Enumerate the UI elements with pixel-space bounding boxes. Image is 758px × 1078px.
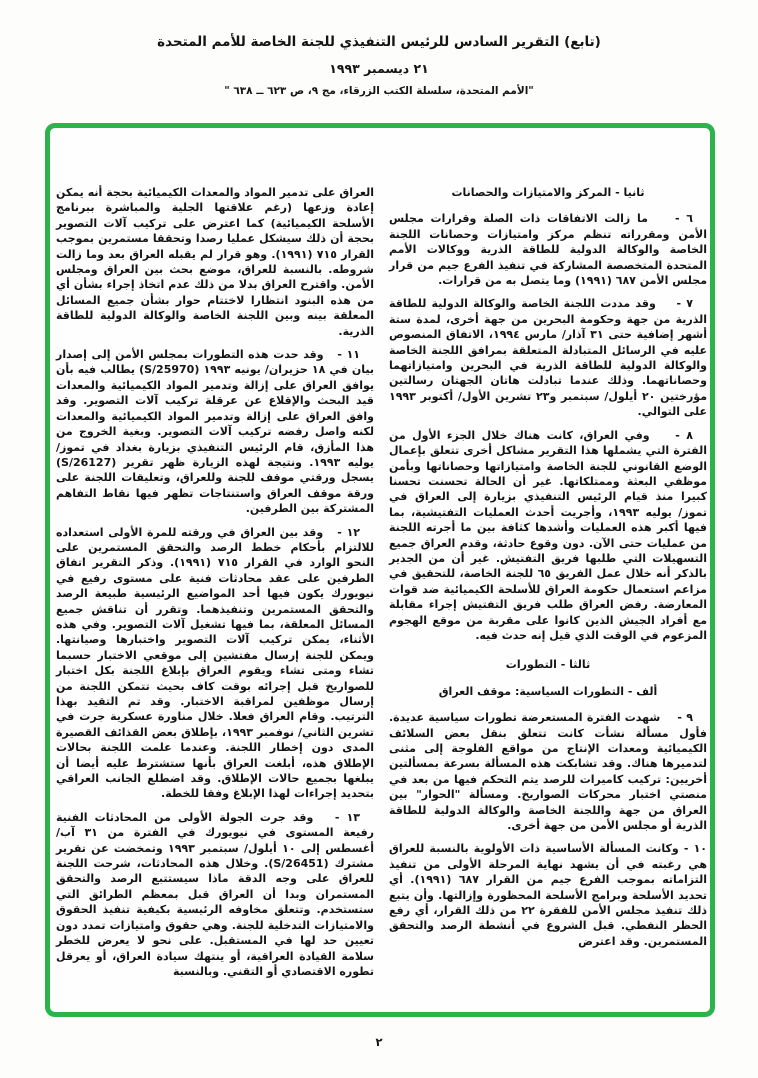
document-date: ٢١ ديسمبر ١٩٩٣	[329, 61, 429, 76]
paragraph-11: ١١ - وقد حدت هذه التطورات بمجلس الأمن إلى إصدار بيان في ١٨ حزيران/ يونيه ١٩٩٣ (S/25970) يطالب فيه بأن يوافق العراق على إزالة وتدمير المواد الكيميائية والمعدات قيد البحث والإقلاع عن عرقلة تركيب آلات التصوير. وقد وافق العراق على إزالة وتدمير المواد الكيميائية والمعدات لكنه واصل رفضه تركيب آلات التصوير. وبغية الخروج من هذا المأزق، قام الرئيس التنفيذي بزيارة بغداد في تموز/ يوليه ١٩٩٣. ونتيجة لهذه الزيارة ظهر تقرير (S/26127) يسجل ورقتي موقف للجنة وللعراق، وتعليقات اللجنة على ورقة موقف العراق واستنتاجات تظهر فيها نقاط التفاهم المشتركة بين الطرفين.	[56, 348, 375, 516]
paragraph-6: ٦ - ما زالت الاتفاقات ذات الصلة وقرارات مجلس الأمن ومقرراته تنظم مركز وامتيازات وحصانات اللجنة الخاصة والوكالة الدولية للطاقة الذرية ووكالات الأمم المتحدة المتخصصة المشاركة في تنفيذ الفرع جيم من قرار مجلس الأمن ٦٨٧ (١٩٩١) وما يتصل به من قرارات.	[389, 212, 707, 288]
paragraph-8: ٨ - وفي العراق، كانت هناك خلال الجزء الأول من الفترة التي يشملها هذا التقرير مشاكل أخرى تتعلق بإعمال الوضع القانوني للجنة الخاصة وامتيازاتها وحصاناتها وبأمن موظفي البعثة وممتلكاتها. غير أن الحالة تحسنت تحسنا كبيرا منذ قيام الرئيس التنفيذي بزيارة إلى العراق في تموز/ يوليه ١٩٩٣، وأجريت أحدث العمليات التفتيشية، بما فيها أكبر هذه العمليات وأشدها كثافة بين ما أجرته اللجنة من عمليات حتى الآن. دون وقوع حادثة، وقدم العراق جميع التسهيلات التي طلبها فريق التفتيش. غير أن من الجدير بالذكر أنه خلال عمل الفريق ٦٥ للجنة الخاصة، للتحقيق في مزاعم استعمال حكومة العراق للأسلحة الكيميائية ضد قوات المعارضة. رفض العراق طلب فريق التفتيش إجراء مقابلة مع أفراد الجيش الذين كانوا على مقربة من موقع الهجوم المزعوم في الوقت الذي قيل إنه حدث فيه.	[389, 428, 707, 642]
page-number: ٢	[375, 1035, 383, 1049]
paragraph-13: ١٣ - وقد جرت الجولة الأولى من المحادثات الفنية رفيعة المستوى في نيويورك في الفترة من ٣١ آب/ أغسطس إلى ١٠ أيلول/ سبتمبر ١٩٩٣ وتمخضت عن تقرير مشترك (S/26451). وخلال هذه المحادثات، شرحت اللجنة للعراق على وجه الدقة ماذا سيستتبع الرصد والتحقق المستمران وبدا أن العراق قبل بمعظم الطرائق التي ستستخدم. وتتعلق مخاوفه الرئيسية بكيفية تنفيذ الحقوق والامتيازات التدخلية للجنة. وهي حقوق وامتيازات تمدد دون تعيين حد لها في المستقبل. على نحو لا يعرض للخطر سلامة القيادة العراقية، أو ينتهك سيادة العراق، أو يعرقل تطوره الاقتصادي أو التقني. وبالنسبة	[56, 810, 375, 978]
document-source-citation: "الأمم المتحدة، سلسلة الكتب الزرقاء، مج ٩، ص ٦٢٣ ــ ٦٣٨ "	[224, 85, 534, 97]
two-column-layout	[56, 185, 708, 987]
paragraph-10-continuation: العراق على تدمير المواد والمعدات الكيميائية بحجة أنه يمكن إعادة وزعها (رغم علاقتها الجلية والمباشرة ببرنامج الأسلحة الكيميائية) كما اعترض على تركيب آلات التصوير بحجة أن ذلك سيشكل عمليا رصدا وتحققا مستمرين بموجب القرار ٧١٥ (١٩٩١). وهو قرار لم يقبله العراق بعد وما زالت شروطه. بالنسبة للعراق، موضع بحث بين العراق ومجلس الأمن. واقترح العراق بدلا من ذلك عدم اتخاذ إجراء بشأن أي من هذه البنود انتظارا لاختتام حوار بشأن جميع المسائل المعلقة بينه وبين اللجنة الخاصة والوكالة الدولية للطاقة الذرية.	[56, 186, 375, 338]
paragraph-9: ٩ - شهدت الفترة المستعرضة تطورات سياسية عديدة. فأول مسألة نشأت كانت تتعلق بنقل بعض السلائف الكيميائية ومعدات الإنتاج من مواقع الفلوجة إلى مثنى لتدميرها هناك. وقد تشابكت هذه المسألة بسرعة بمسألتين أخريين: تركيب كاميرات للرصد يتم التحكم فيها من بعد في منصتي اختبار محركات الصواريخ. ومسألة "الحوار" بين العراق من جهة واللجنة الخاصة والوكالة الدولية للطاقة الذرية أو مجلس الأمن من جهة أخرى.	[389, 711, 707, 833]
paragraph-12: ١٢ - وقد بين العراق في ورقته للمرة الأولى استعداده للالتزام بأحكام خطط الرصد والتحقق المستمرين على النحو الوارد في القرار ٧١٥ (١٩٩١). وذكر التقرير اتفاق الطرفين على عقد محادثات فنية على مستوى رفيع في نيويورك يكون فيها أحد المواضيع الرئيسية طبيعة الرصد والتحقق المستمرين وتنفيذهما. وتقرر أن تناقش جميع المسائل المعلقة، بما فيها تشغيل آلات التصوير. وفي هذه الأثناء، يمكن تركيب آلات التصوير واختبارها وصيانتها. ويمكن للجنة إرسال مفتشين إلى موقعي الاختبار حسبما تشاء ومتى تشاء ويقوم العراق بإبلاغ اللجنة بكل اختبار للصواريخ قبل إجرائه بوقت كاف بحيث تتمكن اللجنة من إرسال موظفين لمراقبة الاختبار. وقد تم التقيد بهذا الترتيب. وقام العراق فعلا. خلال مناورة عسكرية جرت في تشرين الثاني/ نوفمبر ١٩٩٣، بإطلاق بعض القذائف القصيرة المدى دون إخطار اللجنة. وعندما علمت اللجنة بحالات الإطلاق هذه، أبلغت العراق بأنها ستشترط عليه أيضا أن يبلغها بجميع حالات الإطلاق. وقد اضطلع الجانب العراقي بتحديد إجراءات لهذا الإبلاغ وفقا للخطة.	[56, 525, 375, 801]
column-right	[389, 185, 707, 987]
subsection-heading-alif: ألف - التطورات السياسية: موقف العراق	[438, 684, 658, 698]
section-heading-second: ثانيا - المركز والامتيازات والحصانات	[451, 186, 645, 199]
section-heading-third: ثالثا - التطورات	[505, 658, 591, 672]
document-frame	[45, 123, 715, 1017]
column-left	[56, 185, 374, 987]
document-title: (تابع) التقرير السادس للرئيس التنفيذي للجنة الخاصة للأمم المتحدة	[157, 34, 601, 50]
paragraph-10: ١٠ - وكانت المسألة الأساسية ذات الأولوية بالنسبة للعراق هي رغبته في أن يشهد نهاية المرحلة الأولى من تنفيذ التزاماته بموجب الفرع جيم من القرار ٦٨٧ (١٩٩١). أي تحديد الأسلحة وبرامج الأسلحة المحظورة وإزالتها. وأن يتبع ذلك تنفيذ مجلس الأمن للفقرة ٢٢ من ذلك القرار، أي رفع الحظر النفطي. قبل الشروع في أنشطة الرصد والتحقق المستمرين. وقد اعترض	[389, 842, 708, 948]
document-header	[0, 33, 758, 97]
paragraph-7: ٧ - وقد مددت اللجنة الخاصة والوكالة الدولية للطاقة الذرية من جهة وحكومة البحرين من جهة أخرى، لمدة ستة أشهر إضافية حتى ٣١ آذار/ مارس ١٩٩٤، الاتفاق المنصوص عليه في الرسائل المتبادلة المتعلقة بمرافق اللجنة الخاصة والوكالة الدولية للطاقة الذرية في البحرين وامتيازاتهما وحصاناتهما. وذلك عندما تبادلت هاتان الجهتان رسالتين مؤرختين ٢٠ أيلول/ سبتمبر و٢٣ تشرين الأول/ أكتوبر ١٩٩٣ على التوالي.	[389, 297, 708, 419]
